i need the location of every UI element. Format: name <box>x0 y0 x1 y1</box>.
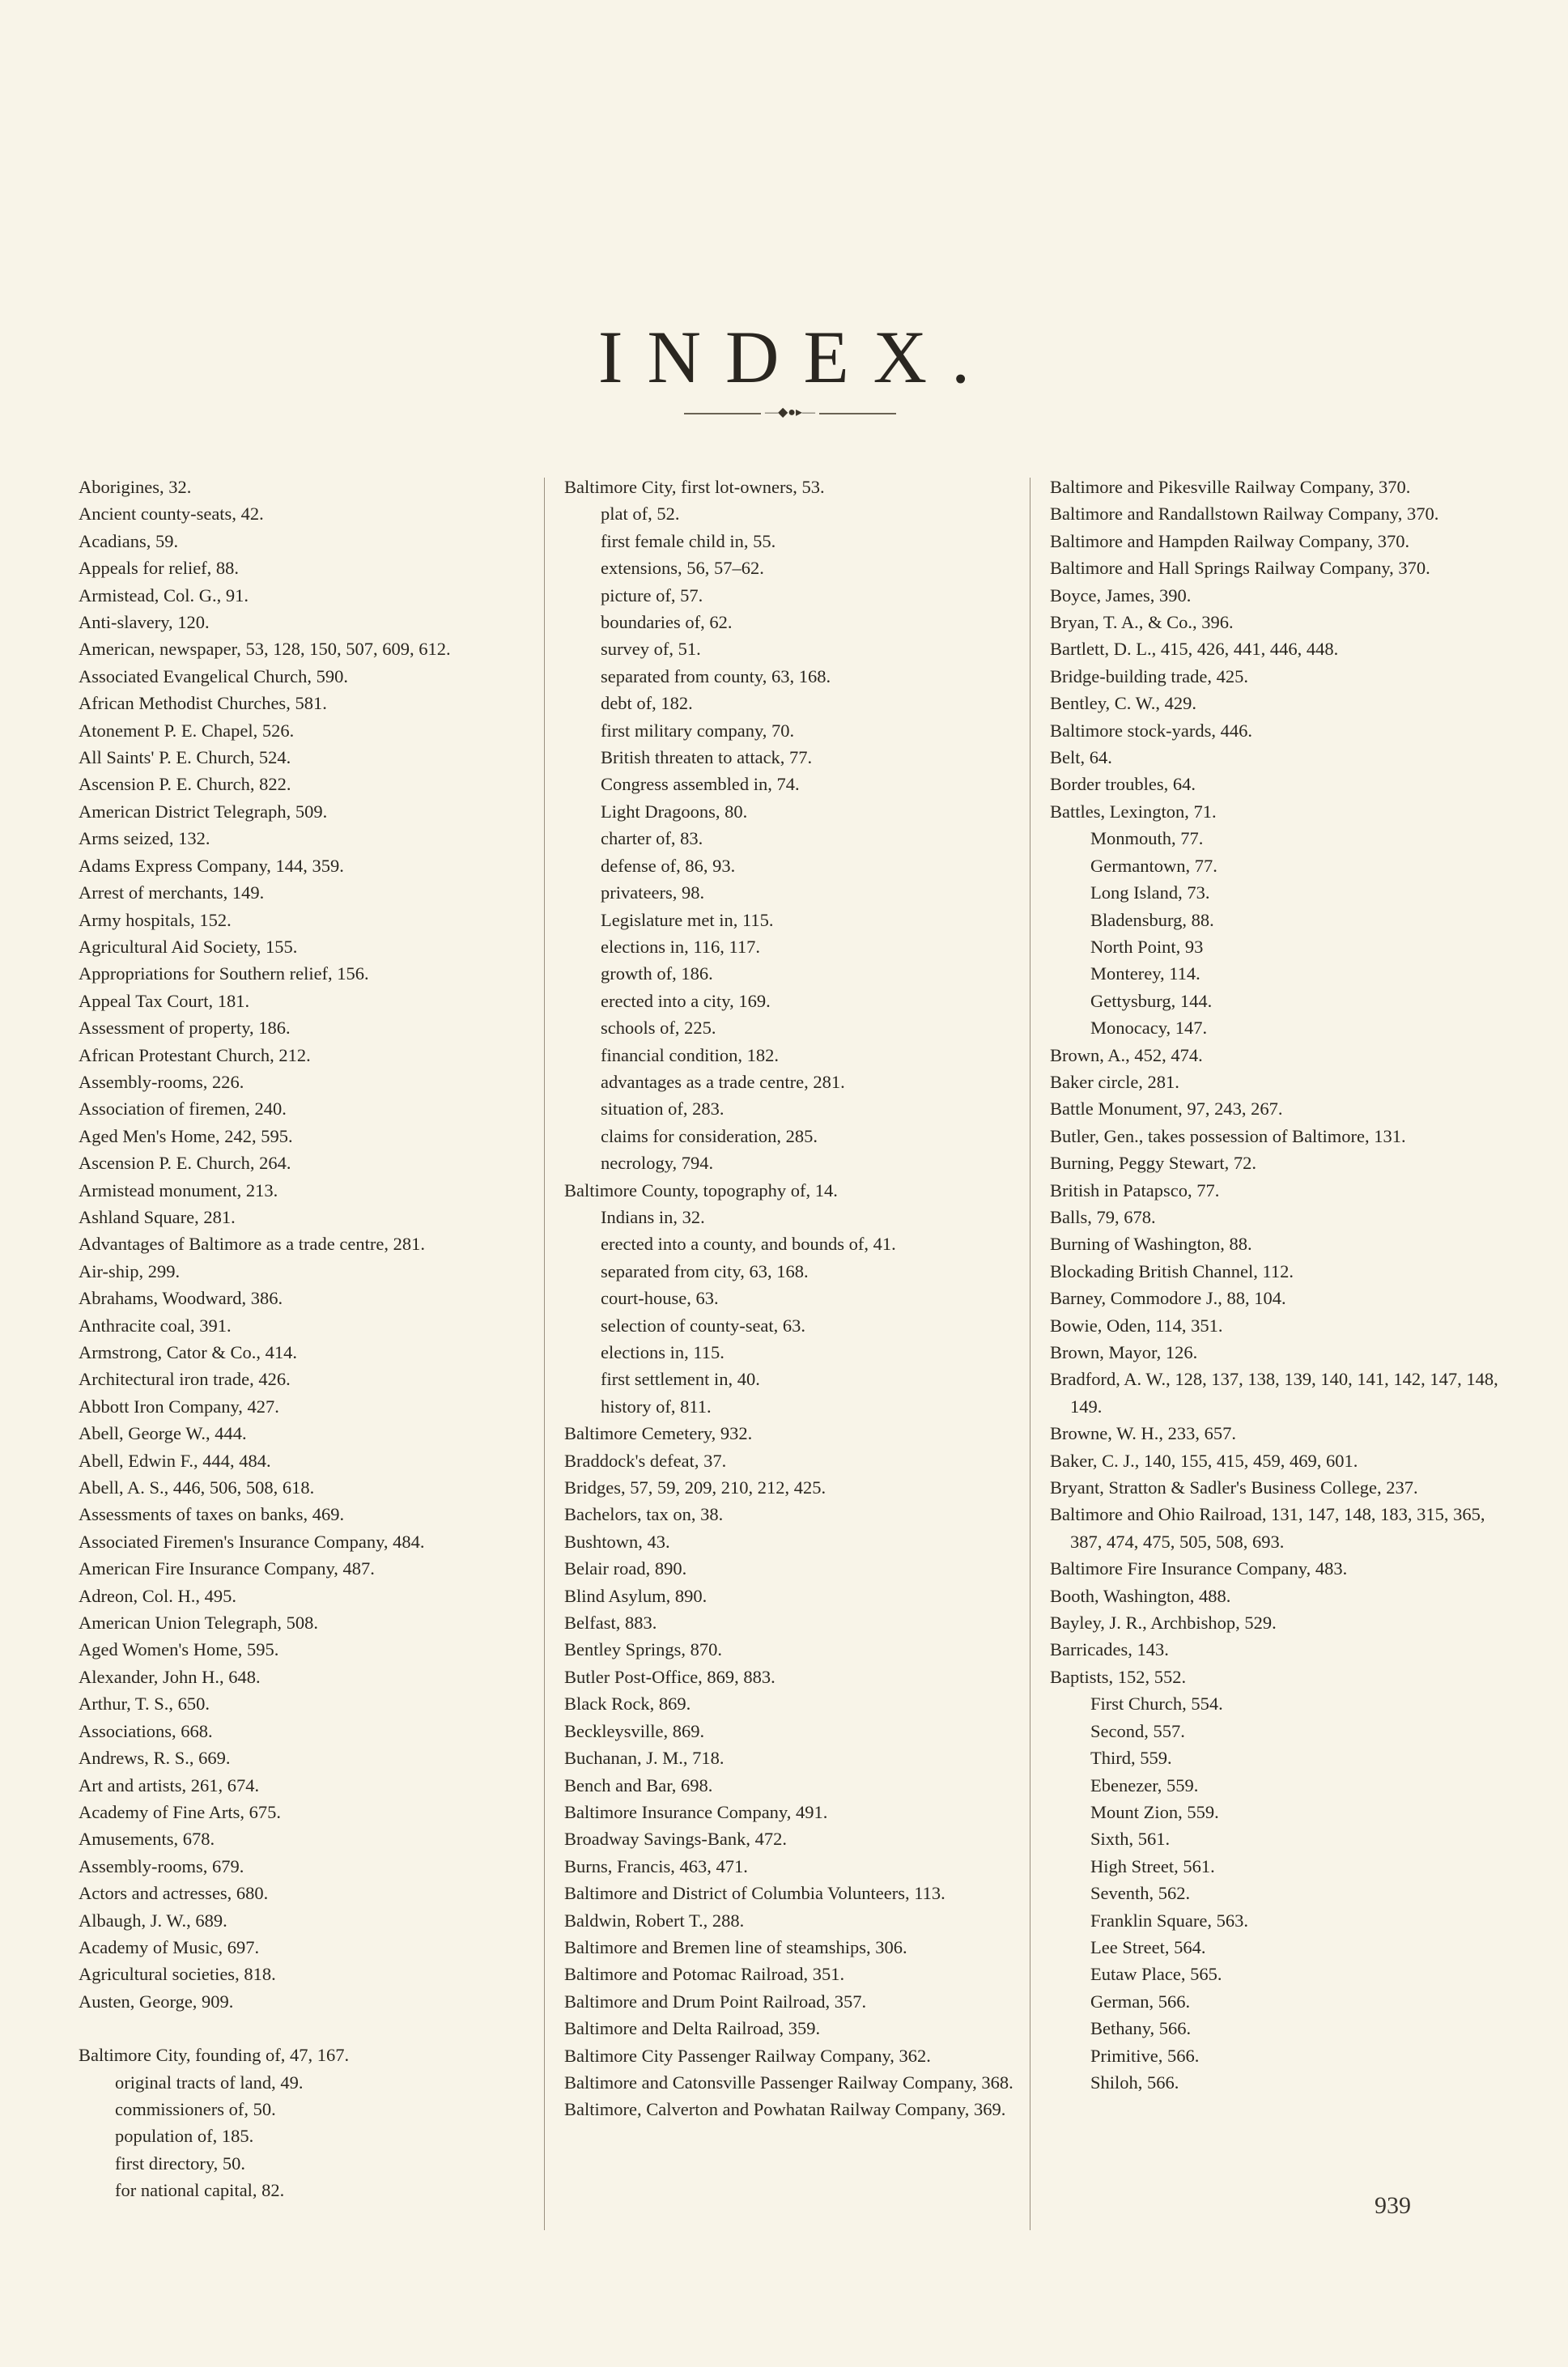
index-entry: Bentley Springs, 870. <box>564 1639 722 1660</box>
index-subentry: Legislature met in, 115. <box>601 909 774 930</box>
index-entry: Adreon, Col. H., 495. <box>79 1585 236 1606</box>
index-subentry: survey of, 51. <box>601 639 701 660</box>
index-subentry: Franklin Square, 563. <box>1090 1910 1248 1931</box>
index-entry: Aged Women's Home, 595. <box>79 1639 279 1660</box>
index-entry: Anthracite coal, 391. <box>79 1315 232 1336</box>
index-entry: Baltimore City, founding of, 47, 167. <box>79 2045 350 2066</box>
index-entry: Black Rock, 869. <box>564 1693 691 1715</box>
index-entry: Academy of Music, 697. <box>79 1936 260 1957</box>
index-subentry: defense of, 86, 93. <box>601 855 736 876</box>
index-entry: Bench and Bar, 698. <box>564 1774 713 1795</box>
index-entry: Baltimore and Ohio Railroad, 131, 147, 148, 183, 315, 365, 387, 474, 475, 505, 508, 693. <box>1050 1504 1485 1552</box>
index-entry: Abell, George W., 444. <box>79 1423 247 1444</box>
index-entry: Browne, W. H., 233, 657. <box>1050 1423 1236 1444</box>
index-subentry: necrology, 794. <box>601 1153 714 1174</box>
index-entry: Burns, Francis, 463, 471. <box>564 1855 748 1876</box>
index-entry: Amusements, 678. <box>79 1829 215 1850</box>
index-subentry: separated from county, 63, 168. <box>601 665 831 686</box>
index-entry: Alexander, John H., 648. <box>79 1666 261 1687</box>
entry-spacer <box>79 2015 532 2042</box>
index-subentry: claims for consideration, 285. <box>601 1125 818 1146</box>
page-title: INDEX. <box>597 316 995 398</box>
index-entry: Baltimore County, topography of, 14. <box>564 1179 838 1200</box>
index-entry: Associated Firemen's Insurance Company, 484. <box>79 1531 425 1552</box>
index-entry: Blind Asylum, 890. <box>564 1585 708 1606</box>
index-entry: Baltimore Fire Insurance Company, 483. <box>1050 1558 1348 1579</box>
index-subentry: picture of, 57. <box>601 584 703 606</box>
index-entry: Atonement P. E. Chapel, 526. <box>79 720 295 741</box>
index-entry: Baptists, 152, 552. <box>1050 1666 1187 1687</box>
index-entry: Baltimore City, first lot-owners, 53. <box>564 477 825 497</box>
index-entry: American, newspaper, 53, 128, 150, 507, 609, 612. <box>79 639 451 660</box>
index-entry: Arrest of merchants, 149. <box>79 882 265 903</box>
index-entry: Bachelors, tax on, 38. <box>564 1504 724 1525</box>
index-entry: Advantages of Baltimore as a trade centre, 281. <box>79 1234 425 1255</box>
index-entry: Association of firemen, 240. <box>79 1099 287 1120</box>
index-column-3 <box>1050 474 1503 2096</box>
index-subentry: history of, 811. <box>601 1396 712 1417</box>
index-subentry: first military company, 70. <box>601 720 795 741</box>
index-entry: Belt, 64. <box>1050 747 1112 768</box>
index-subentry: Gettysburg, 144. <box>1090 990 1213 1011</box>
index-entry: Baltimore, Calverton and Powhatan Railway Company, 369. <box>564 2099 1006 2120</box>
index-entry: Albaugh, J. W., 689. <box>79 1910 227 1931</box>
index-entry: Baltimore and Pikesville Railway Company, 370. <box>1050 477 1411 497</box>
index-entry: Adams Express Company, 144, 359. <box>79 855 344 876</box>
index-subentry: selection of county-seat, 63. <box>601 1315 806 1336</box>
index-entry: Armistead monument, 213. <box>79 1179 278 1200</box>
index-entry: Boyce, James, 390. <box>1050 584 1192 606</box>
index-entry: Armstrong, Cator & Co., 414. <box>79 1342 297 1362</box>
index-subentry: Indians in, 32. <box>601 1206 705 1227</box>
index-entry: Baltimore and Hall Springs Railway Company, 370. <box>1050 558 1430 579</box>
index-entry: Brown, Mayor, 126. <box>1050 1342 1198 1362</box>
index-subentry: boundaries of, 62. <box>601 612 733 633</box>
index-entry: Border troubles, 64. <box>1050 774 1196 795</box>
index-subentry: court-house, 63. <box>601 1288 719 1309</box>
index-entry: Associated Evangelical Church, 590. <box>79 665 349 686</box>
index-entry: Bryan, T. A., & Co., 396. <box>1050 612 1234 633</box>
index-entry: Barney, Commodore J., 88, 104. <box>1050 1288 1286 1309</box>
index-entry: Abell, Edwin F., 444, 484. <box>79 1450 271 1471</box>
index-entry: Appropriations for Southern relief, 156. <box>79 963 369 984</box>
index-entry: Bridges, 57, 59, 209, 210, 212, 425. <box>564 1477 826 1498</box>
index-entry: American District Telegraph, 509. <box>79 801 328 822</box>
index-entry: Ascension P. E. Church, 264. <box>79 1153 291 1174</box>
column-divider <box>544 478 545 2230</box>
index-subentry: for national capital, 82. <box>115 2180 285 2201</box>
index-subentry: Monmouth, 77. <box>1090 828 1204 849</box>
index-subentry: Second, 557. <box>1090 1720 1185 1741</box>
index-column-2 <box>564 474 1018 2123</box>
index-subentry: erected into a county, and bounds of, 41. <box>601 1234 896 1255</box>
index-subentry: population of, 185. <box>115 2126 254 2147</box>
index-entry: Butler, Gen., takes possession of Baltimore, 131. <box>1050 1125 1406 1146</box>
index-entry: Belfast, 883. <box>564 1613 657 1634</box>
index-entry: Baltimore City Passenger Railway Company, 362. <box>564 2045 931 2066</box>
index-entry: Baker, C. J., 140, 155, 415, 459, 469, 601. <box>1050 1450 1358 1471</box>
index-entry: Actors and actresses, 680. <box>79 1883 269 1904</box>
index-entry: Balls, 79, 678. <box>1050 1206 1156 1227</box>
index-subentry: commissioners of, 50. <box>115 2098 276 2119</box>
index-entry: Assessments of taxes on banks, 469. <box>79 1504 345 1525</box>
index-entry: Army hospitals, 152. <box>79 909 232 930</box>
page-number: 939 <box>1375 2192 1411 2219</box>
index-subentry: erected into a city, 169. <box>601 990 771 1011</box>
index-entry: Bentley, C. W., 429. <box>1050 693 1197 714</box>
index-entry: Ashland Square, 281. <box>79 1206 236 1227</box>
index-entry: Baltimore Cemetery, 932. <box>564 1423 753 1444</box>
index-entry: Assessment of property, 186. <box>79 1018 291 1039</box>
index-entry: Baltimore and Catonsville Passenger Railway Company, 368. <box>564 2072 1013 2093</box>
index-entry: Appeal Tax Court, 181. <box>79 990 250 1011</box>
index-entry: Braddock's defeat, 37. <box>564 1450 727 1471</box>
index-subentry: Mount Zion, 559. <box>1090 1801 1219 1822</box>
index-entry: Battle Monument, 97, 243, 267. <box>1050 1099 1283 1120</box>
index-subentry: Primitive, 566. <box>1090 2045 1200 2066</box>
index-subentry: Bladensburg, 88. <box>1090 909 1214 930</box>
index-entry: Abrahams, Woodward, 386. <box>79 1288 283 1309</box>
index-entry: Assembly-rooms, 226. <box>79 1071 244 1092</box>
index-entry: Baltimore and Delta Railroad, 359. <box>564 2018 821 2039</box>
index-entry: Buchanan, J. M., 718. <box>564 1748 725 1769</box>
index-subentry: separated from city, 63, 168. <box>601 1260 809 1281</box>
index-entry: Bridge-building trade, 425. <box>1050 665 1248 686</box>
index-subentry: extensions, 56, 57–62. <box>601 558 764 579</box>
index-subentry: debt of, 182. <box>601 693 693 714</box>
index-subentry: privateers, 98. <box>601 882 705 903</box>
index-subentry: Monterey, 114. <box>1090 963 1200 984</box>
index-subentry: Light Dragoons, 80. <box>601 801 748 822</box>
index-subentry: schools of, 225. <box>601 1018 716 1039</box>
index-subentry: financial condition, 182. <box>601 1044 779 1065</box>
index-entry: Brown, A., 452, 474. <box>1050 1044 1203 1065</box>
index-entry: Agricultural societies, 818. <box>79 1964 276 1985</box>
index-entry: Assembly-rooms, 679. <box>79 1855 244 1876</box>
index-subentry: Sixth, 561. <box>1090 1829 1171 1850</box>
index-subentry: Monocacy, 147. <box>1090 1018 1208 1039</box>
index-subentry: charter of, 83. <box>601 828 703 849</box>
index-entry: Acadians, 59. <box>79 530 179 551</box>
index-subentry: growth of, 186. <box>601 963 713 984</box>
index-entry: Baltimore and Potomac Railroad, 351. <box>564 1964 845 1985</box>
index-entry: Bowie, Oden, 114, 351. <box>1050 1315 1223 1336</box>
index-entry: Baltimore and Bremen line of steamships, 306. <box>564 1936 907 1957</box>
index-entry: Art and artists, 261, 674. <box>79 1774 260 1795</box>
index-entry: Burning, Peggy Stewart, 72. <box>1050 1153 1256 1174</box>
index-subentry: elections in, 115. <box>601 1342 725 1362</box>
index-subentry: plat of, 52. <box>601 504 680 525</box>
index-entry: Bayley, J. R., Archbishop, 529. <box>1050 1613 1277 1634</box>
index-entry: Blockading British Channel, 112. <box>1050 1260 1294 1281</box>
ornament-divider: —◆●▸— <box>761 405 819 421</box>
index-subentry: Lee Street, 564. <box>1090 1936 1206 1957</box>
index-entry: Appeals for relief, 88. <box>79 558 240 579</box>
index-entry: Armistead, Col. G., 91. <box>79 584 249 606</box>
index-subentry: Eutaw Place, 565. <box>1090 1964 1222 1985</box>
index-entry: Associations, 668. <box>79 1720 213 1741</box>
index-subentry: Congress assembled in, 74. <box>601 774 800 795</box>
index-subentry: German, 566. <box>1090 1991 1191 2012</box>
index-subentry: British threaten to attack, 77. <box>601 747 813 768</box>
index-entry: Barricades, 143. <box>1050 1639 1169 1660</box>
index-entry: Bartlett, D. L., 415, 426, 441, 446, 448. <box>1050 639 1339 660</box>
index-subentry: High Street, 561. <box>1090 1855 1215 1876</box>
index-entry: Burning of Washington, 88. <box>1050 1234 1252 1255</box>
index-entry: Baldwin, Robert T., 288. <box>564 1910 745 1931</box>
index-subentry: first settlement in, 40. <box>601 1369 760 1390</box>
index-entry: Agricultural Aid Society, 155. <box>79 936 298 957</box>
index-entry: Baker circle, 281. <box>1050 1071 1179 1092</box>
index-entry: Baltimore stock-yards, 446. <box>1050 720 1252 741</box>
index-subentry: original tracts of land, 49. <box>115 2072 304 2093</box>
index-subentry: Germantown, 77. <box>1090 855 1217 876</box>
index-entry: Aborigines, 32. <box>79 477 192 497</box>
index-entry: Abell, A. S., 446, 506, 508, 618. <box>79 1477 315 1498</box>
index-entry: Baltimore and Randallstown Railway Company, 370. <box>1050 504 1439 525</box>
index-entry: Bradford, A. W., 128, 137, 138, 139, 140, 141, 142, 147, 148, 149. <box>1050 1369 1498 1417</box>
index-entry: Architectural iron trade, 426. <box>79 1369 291 1390</box>
index-subentry: first female child in, 55. <box>601 530 776 551</box>
index-entry: American Fire Insurance Company, 487. <box>79 1558 375 1579</box>
index-entry: Austen, George, 909. <box>79 1991 234 2012</box>
index-entry: Baltimore and District of Columbia Volunteers, 113. <box>564 1883 945 1904</box>
index-subentry: Long Island, 73. <box>1090 882 1210 903</box>
index-subentry: North Point, 93 <box>1090 936 1204 957</box>
index-entry: Bryant, Stratton & Sadler's Business College, 237. <box>1050 1477 1418 1498</box>
index-entry: African Methodist Churches, 581. <box>79 693 327 714</box>
index-entry: British in Patapsco, 77. <box>1050 1179 1220 1200</box>
index-subentry: elections in, 116, 117. <box>601 936 761 957</box>
index-subentry: advantages as a trade centre, 281. <box>601 1071 845 1092</box>
index-subentry: Third, 559. <box>1090 1748 1172 1769</box>
index-entry: Butler Post-Office, 869, 883. <box>564 1666 776 1687</box>
index-subentry: Bethany, 566. <box>1090 2018 1192 2039</box>
index-entry: Bushtown, 43. <box>564 1531 670 1552</box>
index-entry: Ancient county-seats, 42. <box>79 504 264 525</box>
index-column-1 <box>79 474 532 2204</box>
index-entry: Booth, Washington, 488. <box>1050 1585 1231 1606</box>
index-subentry: Shiloh, 566. <box>1090 2072 1179 2093</box>
index-entry: Broadway Savings-Bank, 472. <box>564 1829 787 1850</box>
index-entry: American Union Telegraph, 508. <box>79 1613 319 1634</box>
index-entry: Ascension P. E. Church, 822. <box>79 774 291 795</box>
index-entry: Aged Men's Home, 242, 595. <box>79 1125 293 1146</box>
index-subentry: First Church, 554. <box>1090 1693 1223 1715</box>
index-entry: Baltimore Insurance Company, 491. <box>564 1801 828 1822</box>
index-entry: Belair road, 890. <box>564 1558 687 1579</box>
index-entry: Baltimore and Drum Point Railroad, 357. <box>564 1991 867 2012</box>
index-subentry: situation of, 283. <box>601 1099 725 1120</box>
index-entry: All Saints' P. E. Church, 524. <box>79 747 291 768</box>
index-entry: Anti-slavery, 120. <box>79 612 210 633</box>
index-subentry: Ebenezer, 559. <box>1090 1774 1199 1795</box>
index-entry: Academy of Fine Arts, 675. <box>79 1801 281 1822</box>
index-entry: Baltimore and Hampden Railway Company, 370. <box>1050 530 1410 551</box>
index-entry: Arthur, T. S., 650. <box>79 1693 210 1715</box>
index-entry: African Protestant Church, 212. <box>79 1044 311 1065</box>
index-entry: Battles, Lexington, 71. <box>1050 801 1217 822</box>
index-entry: Arms seized, 132. <box>79 828 210 849</box>
index-entry: Abbott Iron Company, 427. <box>79 1396 279 1417</box>
index-entry: Air-ship, 299. <box>79 1260 181 1281</box>
index-entry: Beckleysville, 869. <box>564 1720 705 1741</box>
index-subentry: first directory, 50. <box>115 2152 245 2174</box>
index-entry: Andrews, R. S., 669. <box>79 1748 231 1769</box>
index-subentry: Seventh, 562. <box>1090 1883 1191 1904</box>
